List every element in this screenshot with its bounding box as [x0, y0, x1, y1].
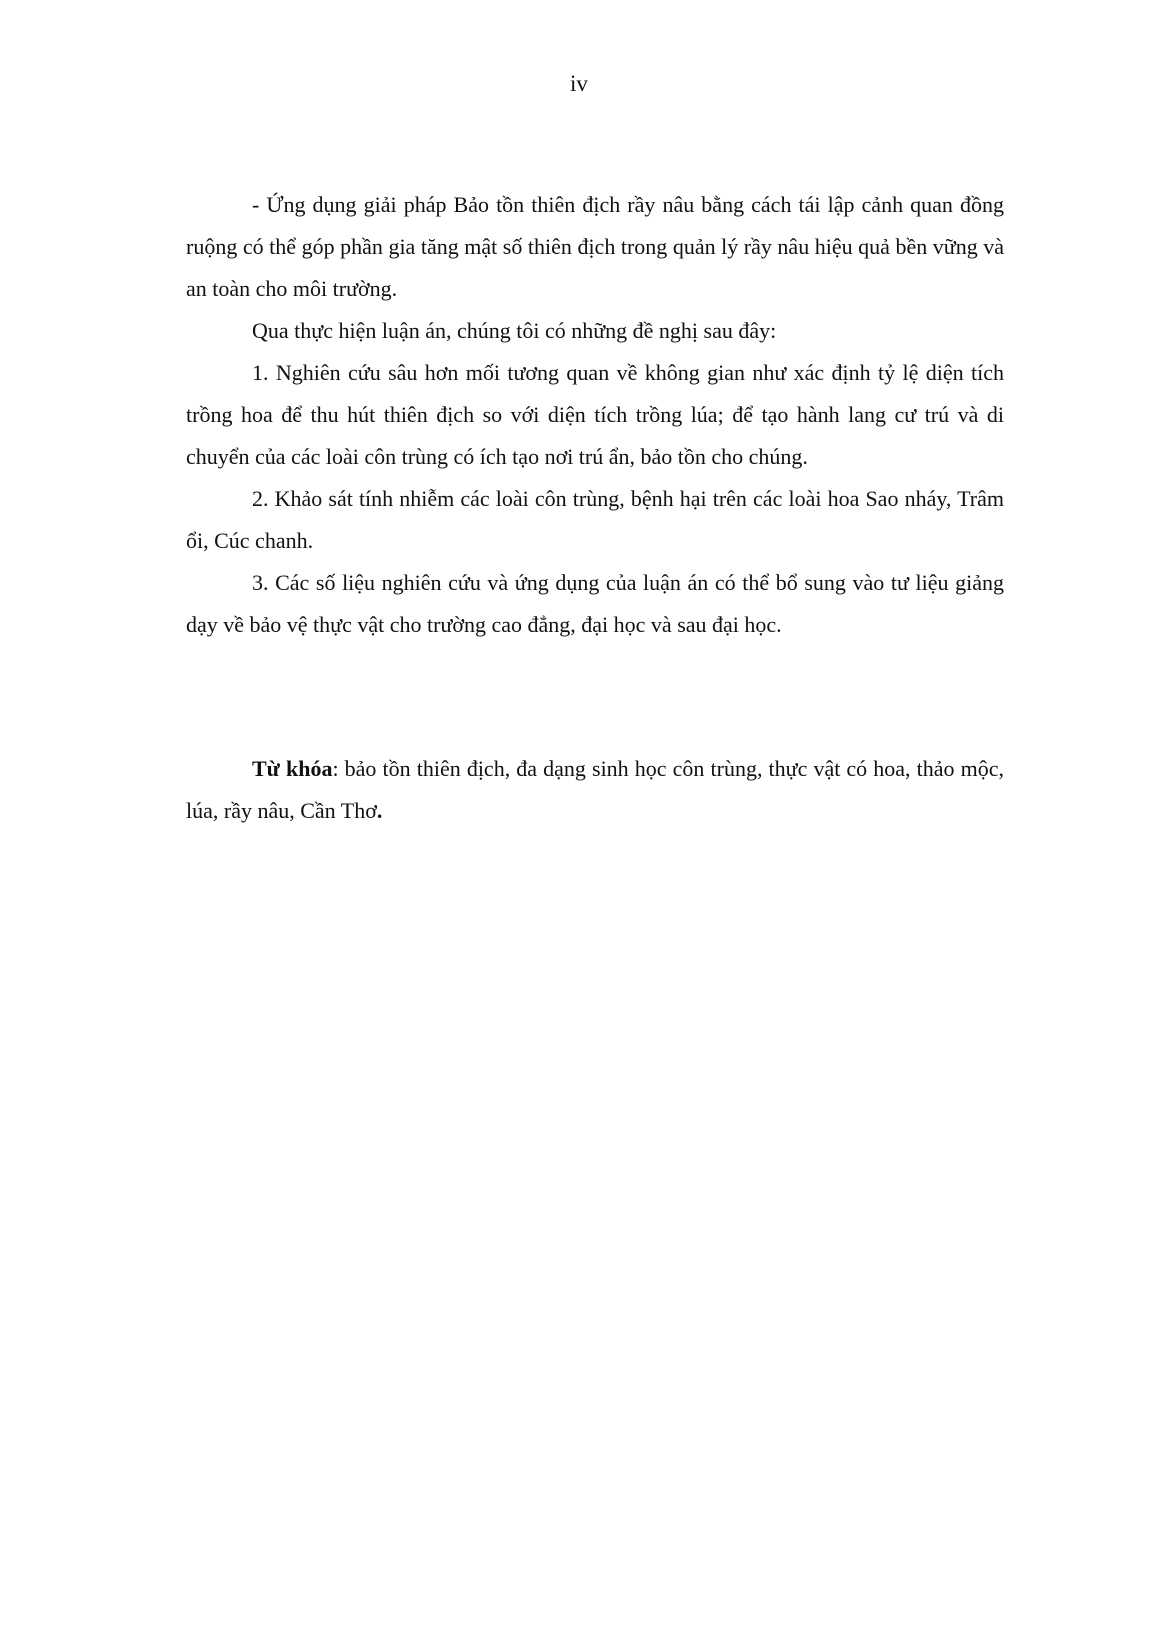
- keywords-end: .: [376, 798, 383, 823]
- page-number: iv: [570, 71, 588, 96]
- keywords-list: : bảo tồn thiên địch, đa dạng sinh học côn trùng, thực vật có hoa, thảo mộc, lúa, rầy nâu, Cần Thơ: [186, 756, 1004, 823]
- paragraph-recommendation-3: 3. Các số liệu nghiên cứu và ứng dụng của luận án có thể bổ sung vào tư liệu giảng dạy về bảo vệ thực vật cho trường cao đẳng, đại học và sau đại học.: [186, 570, 1004, 637]
- paragraph-recommendation-1: 1. Nghiên cứu sâu hơn mối tương quan về không gian như xác định tỷ lệ diện tích trồng hoa để thu hút thiên địch so với diện tích trồng lúa; để tạo hành lang cư trú và di chuyển của các loài côn trùng có ích tạo nơi trú ẩn, bảo tồn cho chúng.: [186, 360, 1004, 469]
- paragraph-conservation-solution: - Ứng dụng giải pháp Bảo tồn thiên địch rầy nâu bằng cách tái lập cảnh quan đồng ruộng có thể góp phần gia tăng mật số thiên địch trong quản lý rầy nâu hiệu quả bền vững và an toàn cho môi trường.: [186, 192, 1004, 301]
- keywords-paragraph: [186, 748, 1004, 832]
- paragraph-recommendation-2: 2. Khảo sát tính nhiễm các loài côn trùng, bệnh hại trên các loài hoa Sao nháy, Trâm ổi, Cúc chanh.: [186, 486, 1004, 553]
- page-body: [186, 184, 1004, 832]
- paragraph-recommendations-intro: Qua thực hiện luận án, chúng tôi có những đề nghị sau đây:: [252, 318, 777, 343]
- keywords-label: Từ khóa: [252, 756, 333, 781]
